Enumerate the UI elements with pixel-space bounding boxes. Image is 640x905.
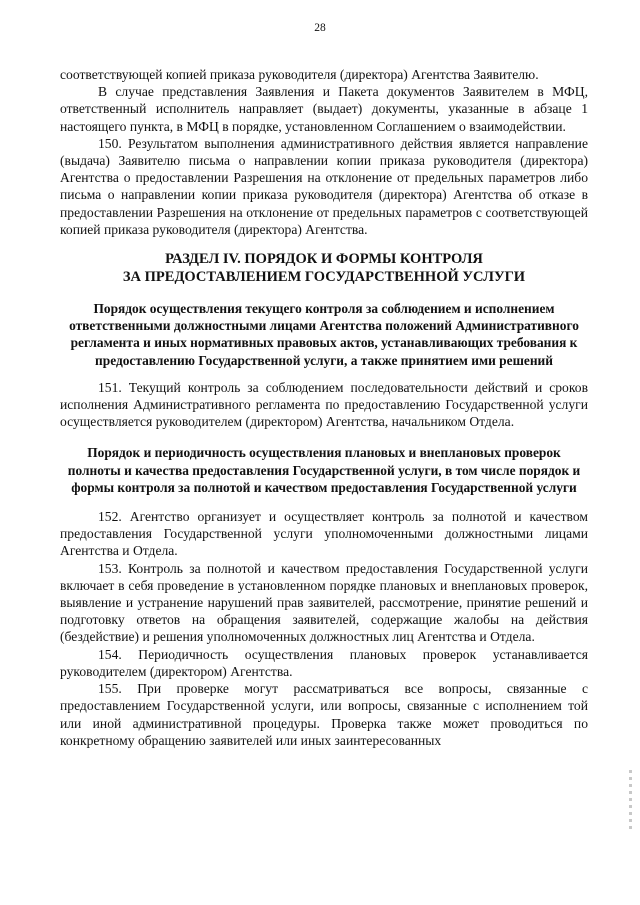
- paragraph-154: 154. Периодичность осуществления плановых проверок устанавливается руководителем (директором) Агентства.: [60, 646, 588, 679]
- page-number: 28: [314, 22, 326, 34]
- paragraph-150: 150. Результатом выполнения административного действия является направление (выдача) Заявителю письма о направлении копии приказа руководителя (директора) Агентства о предоставлении Разрешения на отклонение от предельных параметров либо письма о направлении копии приказа руководителя (директора) Агентства об отказе в предоставлении Разрешения на отклонение от предельных параметров с соответствующей копией приказа руководителя (директора) Агентства.: [60, 135, 588, 237]
- subheading-current-control: Порядок осуществления текущего контроля за соблюдением и исполнением ответственными должностными лицами Агентства положений Административного регламента и иных нормативных правовых актов, устанавливающих требования к предоставлению Государственной услуги, а также принятием ими решений: [69, 301, 579, 368]
- section-title-line-2: ЗА ПРЕДОСТАВЛЕНИЕМ ГОСУДАРСТВЕННОЙ УСЛУГИ: [122, 269, 526, 286]
- paragraph-151: 151. Текущий контроль за соблюдением последовательности действий и сроков исполнения Административного регламента по предоставлению Государственной услуги осуществляется руководителем (директором) Агентства, начальником Отдела.: [60, 379, 588, 430]
- paragraph-152: 152. Агентство организует и осуществляет контроль за полнотой и качеством предоставления Государственной услуги уполномоченными должностными лицами Агентства и Отдела.: [60, 509, 588, 559]
- paragraph-continuation: соответствующей копией приказа руководителя (директора) Агентства Заявителю.: [60, 67, 539, 82]
- document-body: [60, 66, 588, 749]
- section-title: [60, 250, 588, 286]
- subheading-inspections: Порядок и периодичность осуществления плановых и внеплановых проверок полноты и качества предоставления Государственной услуги, в том числе порядок и формы контроля за полнотой и качеством предоставления Государственной услуги: [67, 445, 581, 495]
- paragraph-155: 155. При проверке могут рассматриваться все вопросы, связанные с предоставлением Государственной услуги, или вопросы, связанные с исполнением той или иной административной процедуры. Проверка также может проводиться по конкретному обращению заявителей или иных заинтересованных: [60, 681, 588, 748]
- scan-edge-mark: [629, 770, 632, 830]
- section-title-line-1: РАЗДЕЛ IV. ПОРЯДОК И ФОРМЫ КОНТРОЛЯ: [165, 251, 483, 268]
- paragraph-153: 153. Контроль за полнотой и качеством предоставления Государственной услуги включает в себя проведение в установленном порядке плановых и внеплановых проверок, выявление и устранение нарушений прав заявителей, рассмотрение, принятие решений и подготовку ответов на обращения заявителей, содержащие жалобы на действия (бездействие) и решения уполномоченных должностных лиц Агентства и Отдела.: [60, 560, 588, 645]
- paragraph-mfc: В случае представления Заявления и Пакета документов Заявителем в МФЦ, ответственный исполнитель направляет (выдает) документы, указанные в абзаце 1 настоящего пункта, в МФЦ в порядке, установленном Соглашением о взаимодействии.: [60, 84, 588, 134]
